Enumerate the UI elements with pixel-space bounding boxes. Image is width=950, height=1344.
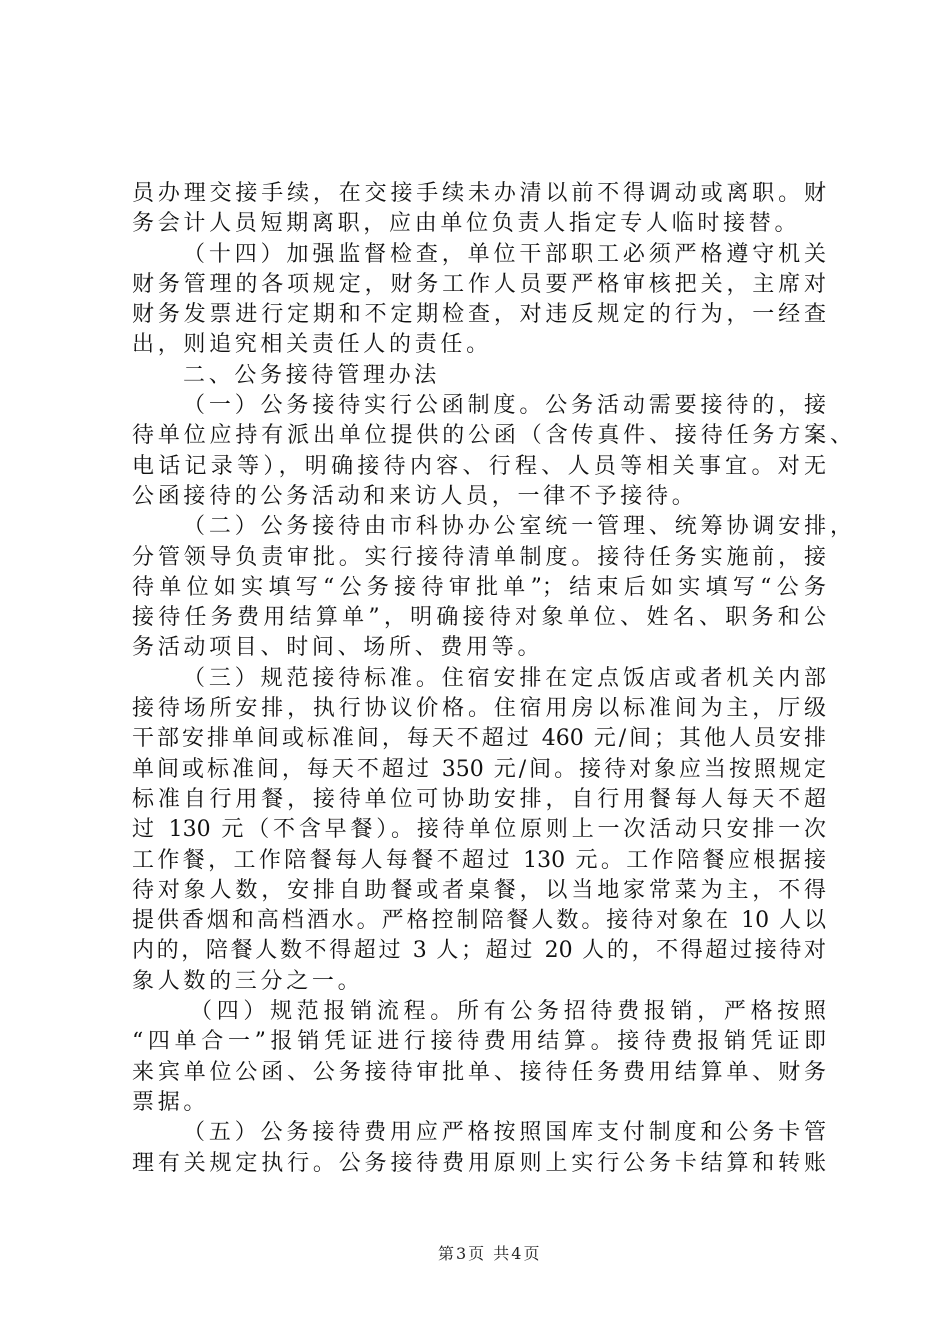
text-line: 待对象人数，安排自助餐或者桌餐，以当地家常菜为主，不得	[132, 877, 826, 903]
text-line: 工作餐，工作陪餐每人每餐不超过 130 元。工作陪餐应根据接	[132, 847, 826, 873]
text-line: 象人数的三分之一。	[132, 968, 364, 994]
text-line: 干部安排单间或标准间，每天不超过 460 元/间；其他人员安排	[132, 726, 826, 752]
text-line: （一）公务接待实行公函制度。公务活动需要接待的，接	[183, 393, 826, 419]
text-line: （五）公务接待费用应严格按照国库支付制度和公务卡管	[183, 1120, 826, 1146]
text-line: 待单位如实填写“公务接待审批单”；结束后如实填写“公务	[132, 574, 826, 600]
section-title: 二、公务接待管理办法	[183, 362, 441, 388]
text-line: （四）规范报销流程。所有公务招待费报销，严格按照	[190, 999, 826, 1025]
text-line: 公函接待的公务活动和来访人员，一律不予接待。	[132, 483, 698, 509]
text-line: 标准自行用餐，接待单位可协助安排，自行用餐每人每天不超	[132, 786, 826, 812]
text-line: 提供香烟和高档酒水。严格控制陪餐人数。接待对象在 10 人以	[132, 908, 826, 934]
text-line: 待单位应持有派出单位提供的公函（含传真件、接待任务方案、	[132, 423, 852, 449]
text-line: 票据。	[132, 1089, 210, 1115]
text-line: 单间或标准间，每天不超过 350 元/间。接待对象应当按照规定	[132, 756, 826, 782]
text-line: 接待任务费用结算单”，明确接待对象单位、姓名、职务和公	[132, 605, 826, 631]
text-line: （二）公务接待由市科协办公室统一管理、统筹协调安排，	[183, 514, 852, 540]
text-line: 分管领导负责审批。实行接待清单制度。接待任务实施前，接	[132, 544, 826, 570]
paragraph-item-14	[132, 240, 826, 361]
text-line: 电话记录等），明确接待内容、行程、人员等相关事宜。对无	[132, 453, 826, 479]
text-line: （三）规范接待标准。住宿安排在定点饭店或者机关内部	[183, 665, 826, 691]
paragraph-item-3	[132, 664, 826, 997]
text-line: 接待场所安排，执行协议价格。住宿用房以标准间为主，厅级	[132, 696, 826, 722]
paragraph-item-1	[132, 391, 852, 512]
text-line: 员办理交接手续，在交接手续未办清以前不得调动或离职。财	[132, 181, 826, 206]
text-line: “四单合一”报销凭证进行接待费用结算。接待费报销凭证即	[132, 1029, 826, 1055]
section-heading	[132, 361, 826, 391]
text-line: 出，则追究相关责任人的责任。	[132, 332, 492, 358]
document-body	[132, 179, 852, 1179]
text-line: 过 130 元（不含早餐）。接待单位原则上一次活动只安排一次	[132, 817, 826, 843]
paragraph-item-2	[132, 512, 852, 663]
paragraph-item-4	[132, 997, 826, 1118]
text-line: 务会计人员短期离职，应由单位负责人指定专人临时接替。	[132, 211, 801, 237]
text-line: （十四）加强监督检查，单位干部职工必须严格遵守机关	[183, 241, 826, 267]
text-line: 来宾单位公函、公务接待审批单、接待任务费用结算单、财务	[132, 1059, 826, 1085]
text-line: 财务管理的各项规定，财务工作人员要严格审核把关，主席对	[132, 271, 826, 297]
page-number-footer: 第3页 共4页	[438, 1244, 542, 1263]
text-line: 内的，陪餐人数不得超过 3 人；超过 20 人的，不得超过接待对	[132, 938, 826, 964]
text-line: 理有关规定执行。公务接待费用原则上实行公务卡结算和转账	[132, 1150, 826, 1176]
text-line: 务活动项目、时间、场所、费用等。	[132, 635, 544, 661]
paragraph-continuation	[132, 179, 826, 240]
text-line: 财务发票进行定期和不定期检查，对违反规定的行为，一经查	[132, 302, 826, 328]
paragraph-item-5	[132, 1118, 826, 1179]
